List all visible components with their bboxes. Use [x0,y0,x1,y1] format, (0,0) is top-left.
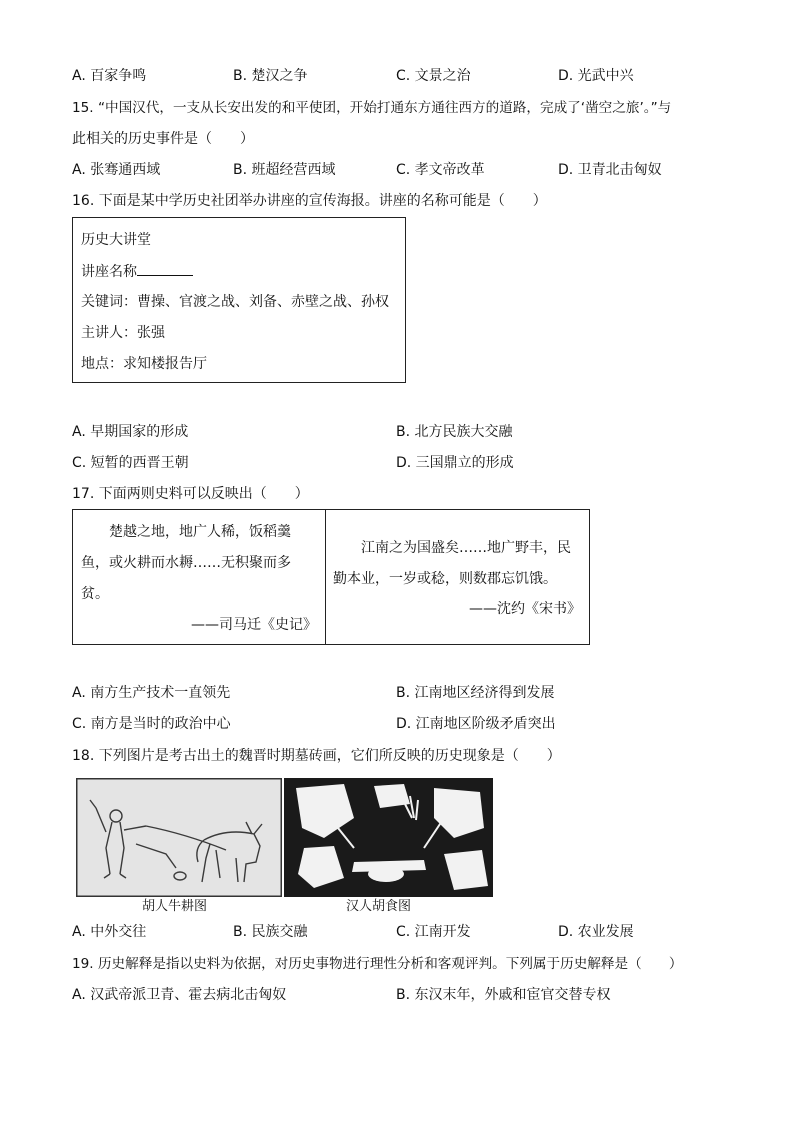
q16-option-a: A. 早期国家的形成 [72,424,189,440]
source-right-line1: 江南之为国盛矣……地广野丰，民 [361,540,571,556]
poster-location: 地点：求知楼报告厅 [81,356,207,372]
poster-speaker: 主讲人：张强 [81,325,165,341]
q18-option-a: A. 中外交往 [72,924,147,940]
answer-blank [137,261,193,276]
q14-option-a: A. 百家争鸣 [72,68,147,84]
q19-option-a: A. 汉武帝派卫青、霍去病北击匈奴 [72,987,287,1003]
caption-han-hu-food: 汉人胡食图 [346,899,412,914]
q17-option-b: B. 江南地区经济得到发展 [396,685,555,701]
q19-option-b: B. 东汉末年，外戚和宦官交替专权 [396,987,611,1003]
q15-stem-line1: 15. “中国汉代，一支从长安出发的和平使团，开始打通东方通往西方的道路，完成了‘凿空之旅’。”与 [72,100,672,116]
hu-ox-plowing-image [76,778,282,897]
source-left-line1: 楚越之地，地广人稀，饭稻羹 [109,524,291,540]
han-hu-food-image [284,778,493,897]
sources-divider [325,510,326,644]
lecture-poster [72,217,406,383]
q15-option-c: C. 孝文帝改革 [396,162,485,178]
q16-stem: 16. 下面是某中学历史社团举办讲座的宣传海报。讲座的名称可能是（ ） [72,193,547,209]
poster-name-label: 讲座名称 [81,264,137,280]
poster-lecture-name [81,261,193,282]
source-left-line3: 贫。 [81,586,109,602]
caption-hu-ox-plowing: 胡人牛耕图 [142,899,208,914]
q18-stem: 18. 下列图片是考古出土的魏晋时期墓砖画，它们所反映的历史现象是（ ） [72,748,561,764]
q19-stem: 19. 历史解释是指以史料为依据，对历史事物进行理性分析和客观评判。下列属于历史解释是（ ） [72,956,683,972]
poster-keywords: 关键词：曹操、官渡之战、刘备、赤壁之战、孙权 [81,294,389,310]
q18-option-c: C. 江南开发 [396,924,471,940]
q17-option-c: C. 南方是当时的政治中心 [72,716,231,732]
q17-option-a: A. 南方生产技术一直领先 [72,685,231,701]
q17-option-d: D. 江南地区阶级矛盾突出 [396,716,556,732]
source-left-line2: 鱼，或火耕而水耨……无积聚而多 [81,555,291,571]
q15-option-b: B. 班超经营西域 [233,162,336,178]
q16-option-d: D. 三国鼎立的形成 [396,455,514,471]
historical-sources-table [72,509,590,645]
q17-stem: 17. 下面两则史料可以反映出（ ） [72,486,309,502]
q18-option-b: B. 民族交融 [233,924,308,940]
source-right-citation: ——沈约《宋书》 [469,601,581,617]
hu-ox-plowing-painting [76,778,282,897]
poster-title: 历史大讲堂 [81,232,151,248]
q14-option-b: B. 楚汉之争 [233,68,308,84]
q18-option-d: D. 农业发展 [558,924,634,940]
q15-stem-line2: 此相关的历史事件是（ ） [72,131,254,147]
q15-option-d: D. 卫青北击匈奴 [558,162,662,178]
source-left-citation: ——司马迁《史记》 [191,617,317,633]
han-hu-food-painting [284,778,493,897]
q14-option-c: C. 文景之治 [396,68,471,84]
q15-option-a: A. 张骞通西域 [72,162,161,178]
q14-option-d: D. 光武中兴 [558,68,634,84]
q16-option-c: C. 短暂的西晋王朝 [72,455,189,471]
q16-option-b: B. 北方民族大交融 [396,424,513,440]
source-right-line2: 勤本业，一岁或稔，则数郡忘饥饿。 [333,571,557,587]
